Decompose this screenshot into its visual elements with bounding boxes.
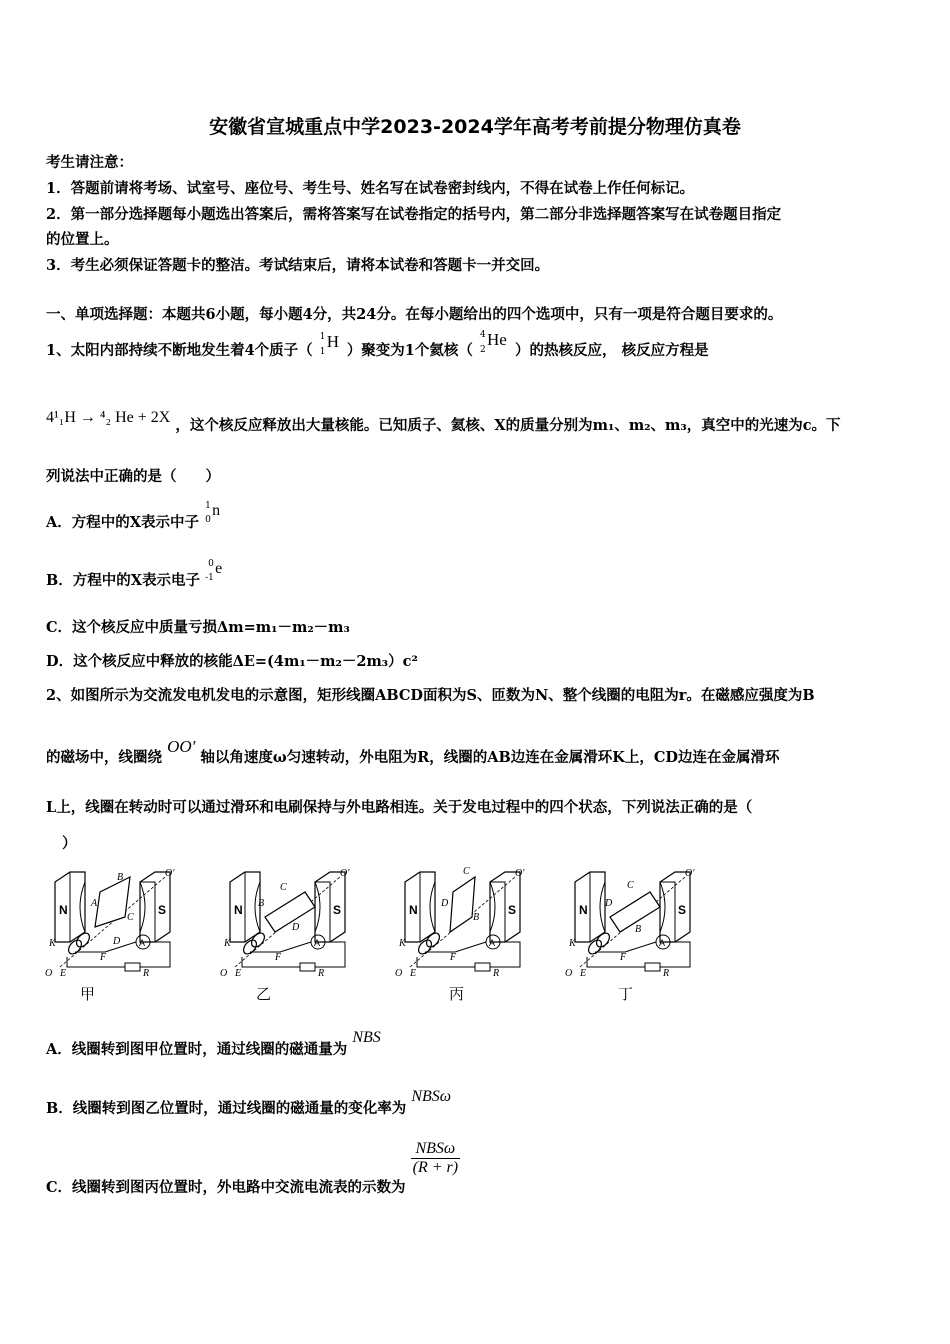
q1-option-c: C．这个核反应中质量亏损Δm=m₁－m₂－m₃: [46, 619, 350, 636]
figure-jia: [45, 868, 175, 979]
figure-label-bing: 丙: [449, 985, 465, 1003]
figure-yi: [220, 868, 350, 979]
figure-label-yi: 乙: [256, 985, 272, 1003]
q1-stem-b: ）聚变为1个氦核（: [346, 342, 473, 359]
generator-figures: [45, 862, 695, 982]
svg-text:B: B: [473, 912, 480, 923]
q2-option-a: A．线圈转到图甲位置时，通过线圈的磁通量为 NBS: [46, 1029, 381, 1058]
q1-option-d: D．这个核反应中释放的核能ΔE=(4m₁－m₂－2m₃）c²: [46, 653, 418, 670]
notice-item-1: 1．答题前请将考场、试室号、座位号、考生号、姓名写在试卷密封线内，不得在试卷上作任何标记。: [46, 180, 695, 197]
svg-text:C: C: [127, 912, 134, 923]
expr-a: NBS: [352, 1029, 381, 1046]
svg-text:C: C: [280, 882, 287, 893]
axis-symbol: OO′: [167, 737, 196, 756]
notice-item-2-cont: 的位置上。: [46, 231, 119, 248]
svg-text:A: A: [91, 898, 98, 909]
notice-heading: 考生请注意：: [46, 154, 133, 171]
svg-text:D: D: [605, 898, 613, 909]
svg-text:D: D: [113, 936, 121, 947]
q2-option-b: B．线圈转到图乙位置时，通过线圈的磁通量的变化率为 NBSω: [46, 1088, 452, 1117]
notice-item-2: 2．第一部分选择题每小题选出答案后，需将答案写在试卷指定的括号内，第二部分非选择题答案写在试卷题目指定: [46, 206, 782, 223]
q2-stem-a: 2、如图所示为交流发电机发电的示意图，矩形线圈ABCD面积为S、匝数为N、整个线圈的电阻为r。在磁感应强度为B: [46, 687, 815, 704]
svg-text:D: D: [441, 898, 449, 909]
q1-stem-c: ）的热核反应， 核反应方程是: [515, 342, 709, 359]
page-title: 安徽省宣城重点中学2023-2024学年高考考前提分物理仿真卷: [209, 116, 741, 138]
section-heading: 一、单项选择题：本题共6小题，每小题4分，共24分。在每小题给出的四个选项中，只有一项是符合题目要求的。: [46, 306, 783, 323]
q1-option-b: B．方程中的X表示电子 0 -1 e: [46, 569, 225, 590]
svg-text:B: B: [635, 924, 642, 935]
svg-text:C: C: [463, 866, 470, 877]
q1-option-a: A．方程中的X表示中子 1 0 n: [46, 511, 224, 532]
figure-label-jia: 甲: [80, 985, 96, 1003]
svg-text:D: D: [292, 922, 300, 933]
q1-equation: 4¹₁H → ⁴₂ He + 2X: [46, 409, 171, 426]
svg-text:B: B: [258, 898, 265, 909]
svg-text:B: B: [117, 872, 124, 883]
q2-stem-line2: 的磁场中，线圈绕 OO′ 轴以角速度ω匀速转动，外电阻为R，线圈的AB边连在金属滑环K上，CD边连在金属滑环: [46, 737, 780, 766]
neutron-symbol: 1 0 n: [205, 501, 221, 525]
q1-stem-a: 1、太阳内部持续不断地发生着4个质子（: [46, 342, 313, 359]
q1-stem-line1: [46, 330, 709, 360]
expr-c-fraction: $\frac{\text{NBSω}}{(R + r)}$: [412, 1140, 459, 1176]
figure-bing: [395, 866, 525, 979]
notice-item-3: 3．考生必须保证答题卡的整洁。考试结束后，请将本试卷和答题卡一并交回。: [46, 257, 550, 274]
electron-symbol: 0 -1 e: [205, 559, 223, 583]
expr-b: NBSω: [411, 1088, 452, 1105]
proton-symbol: 1 1 H: [319, 332, 340, 357]
q2-stem-c: L上，线圈在转动时可以通过滑环和电刷保持与外电路相连。关于发电过程中的四个状态，下列说法正确的是（: [46, 799, 753, 816]
figure-label-ding: 丁: [618, 985, 634, 1003]
figure-ding: [565, 868, 695, 979]
svg-text:C: C: [627, 880, 634, 891]
q1-stem-line2: [46, 409, 841, 435]
q2-option-c: C．线圈转到图丙位置时，外电路中交流电流表的示数为 $\frac{\text{NBSω}}{(R + r)}$: [46, 1140, 459, 1196]
q2-stem-d: ）: [62, 835, 77, 852]
q1-stem-e: 列说法中正确的是（ ）: [46, 468, 220, 485]
q1-stem-d: ，这个核反应释放出大量核能。已知质子、氦核、X的质量分别为m₁、m₂、m₃，真空中的光速为c。下: [175, 417, 841, 434]
helium-symbol: 4 2 He: [479, 330, 507, 355]
